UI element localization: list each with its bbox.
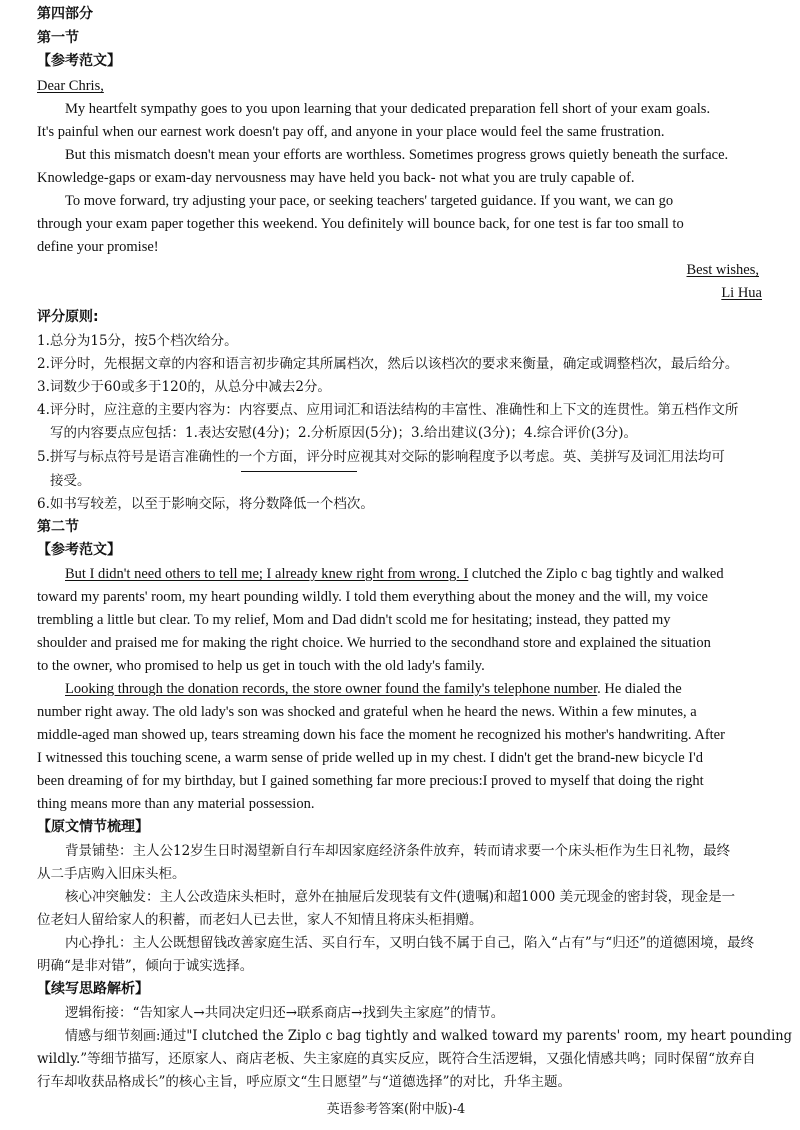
plot-struggle-line1: 内心挣扎：主人公既想留钱改善家庭生活、买自行车，又明白钱不属于自己，陷入“占有”与“归还”的道德困境，最终	[65, 935, 755, 951]
scoring-title: 评分原则:	[37, 309, 99, 325]
letter-p3-line1: To move forward, try adjusting your pace, or seeking teachers' targeted guidance. If you want, we can go	[65, 193, 674, 209]
section-2-title: 第二节	[37, 519, 79, 535]
analysis-detail-line2	[37, 1049, 756, 1069]
story-p1-line5: to the owner, who promised to help us get in touch with the old lady's family.	[37, 658, 485, 674]
page-footer: 英语参考答案(附中版)-4	[326, 1102, 466, 1117]
story-p1-line2: toward my parents' room, my heart pounding wildly. I told them everything about the money and the will, my voice	[37, 589, 708, 605]
story-p2-line1-rest: . He dialed the	[597, 681, 682, 697]
analysis-detail-line2-rest: ”等细节描写，还原家人、商店老板、失主家庭的真实反应，既符合生活逻辑，又强化情感共鸣；同时保留“放弃自	[80, 1051, 756, 1067]
letter-signature: Li Hua	[721, 285, 762, 301]
plot-struggle-line2: 明确“是非对错”，倾向于诚实选择。	[37, 958, 254, 974]
letter-p2-line2: Knowledge-gaps or exam-day nervousness may have held you back- not what you are truly capable of.	[37, 170, 635, 186]
section-1-model-label: 【参考范文】	[37, 53, 121, 69]
rule-2: 2.评分时，先根据文章的内容和语言初步确定其所属档次，然后以该档次的要求来衡量，确定或调整档次，最后给分。	[37, 356, 739, 372]
analysis-label: 【续写思路解析】	[37, 981, 149, 997]
plot-background-line1: 背景铺垫：主人公12岁生日时渴望新自行车却因家庭经济条件放弃，转而请求要一个床头柜作为生日礼物，最终	[65, 843, 731, 859]
letter-p2-line1: But this mismatch doesn't mean your efforts are worthless. Sometimes progress grows quietly beneath the surface.	[65, 147, 729, 163]
section-2-model-label: 【参考范文】	[37, 542, 121, 558]
analysis-logic: 逻辑衔接：“告知家人→共同决定归还→联系商店→找到失主家庭”的情节。	[65, 1005, 505, 1021]
story-p2-line2: number right away. The old lady's son was shocked and grateful when he heard the news. Within a few minutes, a	[37, 704, 697, 720]
story-p1-line1-rest: clutched the Ziplo c bag tightly and walked	[468, 566, 724, 582]
story-p2-line5: been dreaming of for my birthday, but I gained something far more precious:I proved to myself that doing the right	[37, 773, 704, 789]
plot-label: 【原文情节梳理】	[37, 819, 149, 835]
story-p1-line1	[65, 564, 724, 584]
rule-4-line2: 写的内容要点应包括：1.表达安慰(4分)；2.分析原因(5分)；3.给出建议(3分)；4.综合评价(3分)。	[50, 425, 638, 441]
story-p1-line4: shoulder and praised me for making the right choice. We hurried to the secondhand store and explained the situation	[37, 635, 711, 651]
letter-p3-line3: define your promise!	[37, 239, 159, 255]
section-1-title: 第一节	[37, 30, 79, 46]
story-p2-opening-sentence: Looking through the donation records, the store owner found the family's telephone number	[65, 681, 598, 697]
story-p2-line3: middle-aged man showed up, tears streaming down his face the moment he recognized his mother's handwriting. After	[37, 727, 725, 743]
story-p1-opening-sentence: But I didn't need others to tell me; I already knew right from wrong. I	[65, 566, 469, 582]
letter-closing: Best wishes,	[686, 262, 759, 278]
analysis-detail-quote-end: wildly.	[37, 1051, 81, 1067]
plot-conflict-line1: 核心冲突触发：主人公改造床头柜时，意外在抽屉后发现装有文件(遗嘱)和超1000 美元现金的密封袋，现金是一	[65, 889, 736, 905]
story-p2-line6: thing means more than any material possession.	[37, 796, 315, 812]
rule-5-line2: 接受。	[50, 473, 91, 489]
story-p2-line4: I witnessed this touching scene, a warm sense of pride welled up in my chest. I didn't get the brand-new bicycle I'd	[37, 750, 703, 766]
analysis-detail-line1: 情感与细节刻画:通过"I clutched the Ziplo c bag tightly and walked toward my parents' room, my heart pounding	[65, 1028, 792, 1044]
rule-4-line1: 4.评分时，应注意的主要内容为：内容要点、应用词汇和语法结构的丰富性、准确性和上下文的连贯性。第五档作文所	[37, 402, 739, 418]
plot-conflict-line2: 位老妇人留给家人的积蓄，而老妇人已去世，家人不知情且将床头柜捐赠。	[37, 912, 483, 928]
letter-p3-line2: through your exam paper together this weekend. You definitely will bounce back, for one test is far too small to	[37, 216, 684, 232]
analysis-detail-line3: 行车却收获品格成长”的核心主旨，呼应原文“生日愿望”与“道德选择”的对比，升华主题。	[37, 1074, 572, 1090]
rule-3: 3.词数少于60或多于120的，从总分中减去2分。	[37, 379, 331, 395]
rule-6: 6.如书写较差，以至于影响交际，将分数降低一个档次。	[37, 496, 374, 512]
rule-5-line1: 5.拼写与标点符号是语言准确性的一个方面，评分时应视其对交际的影响程度予以考虑。英、美拼写及词汇用法均可	[37, 449, 725, 465]
rule-1: 1.总分为15分，按5个档次给分。	[37, 333, 238, 349]
plot-background-line2: 从二手店购入旧床头柜。	[37, 866, 186, 882]
rule-5-underline	[241, 471, 357, 472]
story-p2-line1	[65, 679, 682, 699]
letter-p1-line1: My heartfelt sympathy goes to you upon learning that your dedicated preparation fell short of your exam goals.	[65, 101, 711, 117]
letter-salutation: Dear Chris,	[37, 78, 104, 94]
letter-p1-line2: It's painful when our earnest work doesn't pay off, and anyone in your place would feel the same frustration.	[37, 124, 665, 140]
story-p1-line3: trembling a little but clear. To my relief, Mom and Dad didn't scold me for hesitating; instead, they patted my	[37, 612, 671, 628]
part-title: 第四部分	[37, 6, 93, 22]
